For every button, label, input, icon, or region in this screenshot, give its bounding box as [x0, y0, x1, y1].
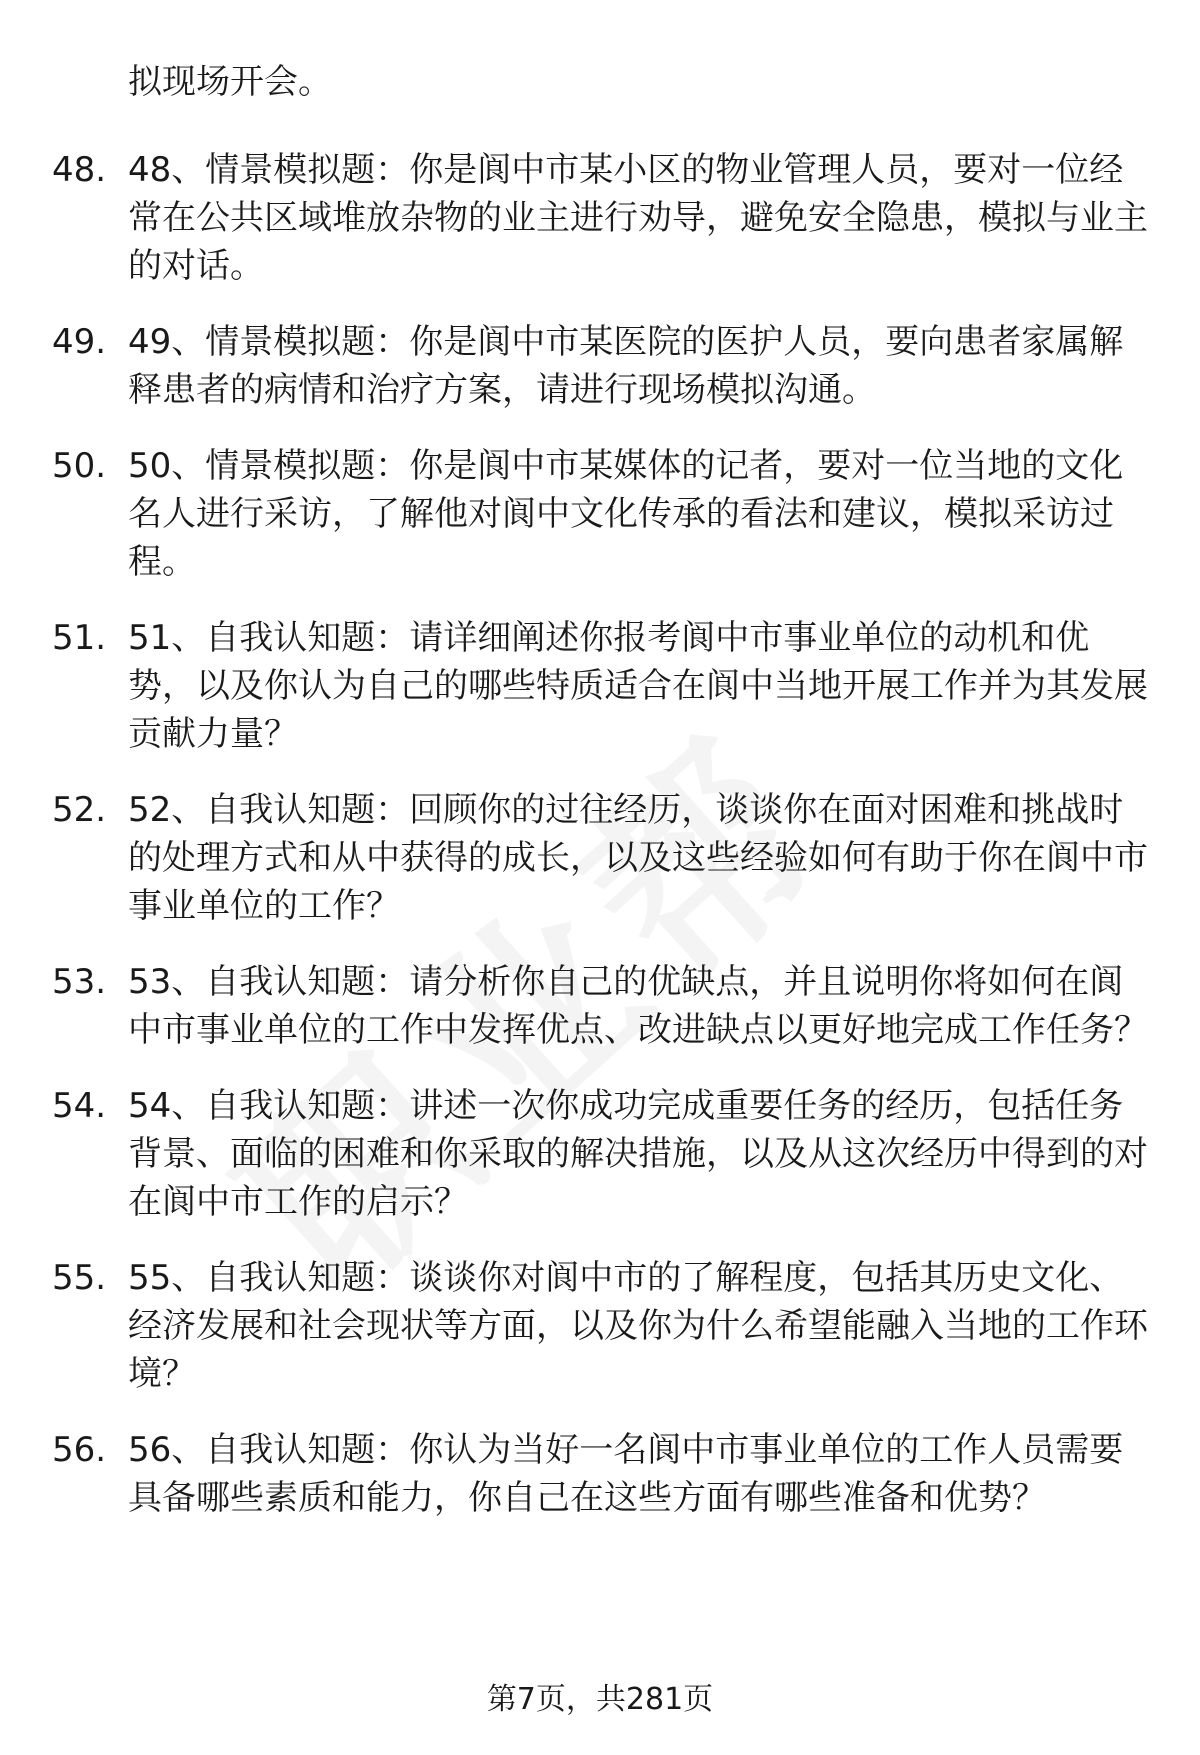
question-number: 53.	[52, 962, 107, 1002]
question-item	[0, 1426, 1200, 1522]
question-number: 55.	[52, 1258, 107, 1298]
question-number: 48.	[52, 150, 107, 190]
question-item	[0, 614, 1200, 758]
question-item	[0, 1082, 1200, 1226]
question-number: 50.	[52, 446, 107, 486]
question-text: 56、自我认知题：你认为当好一名阆中市事业单位的工作人员需要具备哪些素质和能力，你自己在这些方面有哪些准备和优势？	[128, 1430, 1124, 1518]
question-item	[0, 786, 1200, 930]
question-number: 49.	[52, 322, 107, 362]
page-footer: 第7页，共281页	[486, 1682, 714, 1717]
question-text: 52、自我认知题：回顾你的过往经历，谈谈你在面对困难和挑战时的处理方式和从中获得的成长，以及这些经验如何有助于你在阆中市事业单位的工作？	[128, 790, 1148, 926]
question-item	[0, 146, 1200, 290]
question-text: 55、自我认知题：谈谈你对阆中市的了解程度，包括其历史文化、经济发展和社会现状等方面，以及你为什么希望能融入当地的工作环境？	[128, 1258, 1148, 1394]
question-text: 48、情景模拟题：你是阆中市某小区的物业管理人员，要对一位经常在公共区域堆放杂物的业主进行劝导，避免安全隐患，模拟与业主的对话。	[128, 150, 1148, 286]
question-number: 52.	[52, 790, 107, 830]
continuation-text: 拟现场开会。	[128, 62, 332, 102]
question-number: 56.	[52, 1430, 107, 1470]
question-number: 51.	[52, 618, 107, 658]
question-list	[0, 146, 1200, 1550]
question-text: 50、情景模拟题：你是阆中市某媒体的记者，要对一位当地的文化名人进行采访，了解他对阆中文化传承的看法和建议，模拟采访过程。	[128, 446, 1124, 582]
question-text: 53、自我认知题：请分析你自己的优缺点，并且说明你将如何在阆中市事业单位的工作中发挥优点、改进缺点以更好地完成工作任务？	[128, 962, 1148, 1050]
question-text: 49、情景模拟题：你是阆中市某医院的医护人员，要向患者家属解释患者的病情和治疗方案，请进行现场模拟沟通。	[128, 322, 1124, 410]
question-item	[0, 442, 1200, 586]
question-item	[0, 958, 1200, 1054]
question-number: 54.	[52, 1086, 107, 1126]
question-text: 51、自我认知题：请详细阐述你报考阆中市事业单位的动机和优势，以及你认为自己的哪些特质适合在阆中当地开展工作并为其发展贡献力量？	[128, 618, 1148, 754]
question-item	[0, 318, 1200, 414]
question-text: 54、自我认知题：讲述一次你成功完成重要任务的经历，包括任务背景、面临的困难和你采取的解决措施，以及从这次经历中得到的对在阆中市工作的启示？	[128, 1086, 1148, 1222]
question-item	[0, 1254, 1200, 1398]
